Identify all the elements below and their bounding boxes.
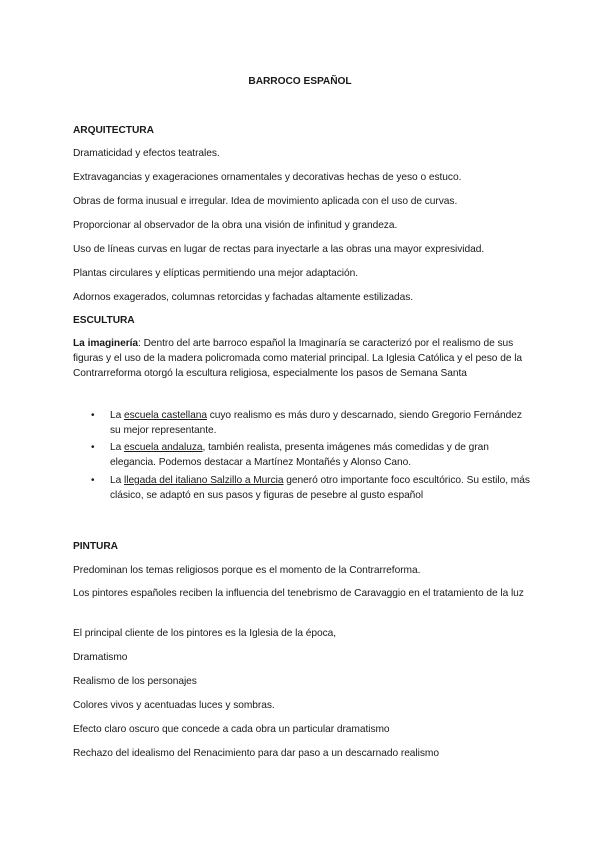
- section-heading-pintura: PINTURA: [73, 541, 118, 552]
- salzillo-murcia-link[interactable]: llegada del italiano Salzillo a Murcia: [124, 475, 284, 486]
- arquitectura-item: Adornos exagerados, columnas retorcidas y fachadas altamente estilizadas.: [73, 292, 414, 303]
- section-heading-escultura: ESCULTURA: [73, 315, 135, 326]
- arquitectura-item: Uso de líneas curvas en lugar de rectas para inyectarle a las obras una mayor expresividad.: [73, 244, 485, 255]
- bullet-icon: •: [91, 475, 95, 486]
- escuela-castellana-link[interactable]: escuela castellana: [124, 410, 207, 421]
- bullet-text: La: [110, 475, 125, 486]
- arquitectura-item: Plantas circulares y elípticas permitiendo una mejor adaptación.: [73, 268, 359, 279]
- escuela-andaluza-link[interactable]: escuela andaluza: [124, 442, 203, 453]
- bullet-text: , también realista, presenta imágenes más comedidas y de gran elegancia. Podemos destacar a Martínez Montañés y Alonso Cano.: [110, 442, 489, 468]
- pintura-item: Rechazo del idealismo del Renacimiento para dar paso a un descarnado realismo: [73, 748, 439, 759]
- bullet-text: La: [110, 442, 125, 453]
- pintura-item: El principal cliente de los pintores es la Iglesia de la época,: [73, 628, 337, 639]
- pintura-item: Los pintores españoles reciben la influencia del tenebrismo de Caravaggio en el tratamiento de la luz: [73, 588, 524, 599]
- pintura-item: Realismo de los personajes: [73, 676, 197, 687]
- bullet-text: La: [110, 410, 125, 421]
- bullet-icon: •: [91, 442, 95, 453]
- arquitectura-item: Extravagancias y exageraciones ornamentales y decorativas hechas de yeso o estuco.: [73, 172, 462, 183]
- bullet-text: cuyo realismo es más duro y descarnado, siendo Gregorio Fernández su mejor representante.: [110, 410, 522, 436]
- arquitectura-item: Obras de forma inusual e irregular. Idea de movimiento aplicada con el uso de curvas.: [73, 196, 458, 207]
- escultura-bullet-item: [110, 473, 534, 503]
- document-title: BARROCO ESPAÑOL: [248, 76, 352, 87]
- escultura-bullet-item: [110, 408, 534, 438]
- pintura-item: Efecto claro oscuro que concede a cada obra un particular dramatismo: [73, 724, 390, 735]
- pintura-item: Predominan los temas religiosos porque es el momento de la Contrarreforma.: [73, 565, 421, 576]
- escultura-intro-paragraph: [73, 336, 533, 381]
- arquitectura-item: Dramaticidad y efectos teatrales.: [73, 148, 220, 159]
- section-heading-arquitectura: ARQUITECTURA: [73, 125, 154, 136]
- arquitectura-item: Proporcionar al observador de la obra una visión de infinitud y grandeza.: [73, 220, 398, 231]
- pintura-item: Colores vivos y acentuadas luces y sombras.: [73, 700, 275, 711]
- escultura-bullet-item: [110, 440, 534, 470]
- escultura-intro-text: : Dentro del arte barroco español la Imaginaría se caracterizó por el realismo de sus figuras y el uso de la madera policromada como material principal. La Iglesia Católica y el peso de la Contrarreforma otorgó la escultura religiosa, especialmente los pasos de Semana Santa: [73, 338, 523, 379]
- escultura-intro-term: La imaginería: [73, 338, 139, 349]
- bullet-icon: •: [91, 410, 95, 421]
- pintura-item: Dramatismo: [73, 652, 128, 663]
- bullet-text: generó otro importante foco escultórico. Su estilo, más clásico, se adaptó en sus pasos y figuras de pesebre al gusto español: [110, 475, 530, 501]
